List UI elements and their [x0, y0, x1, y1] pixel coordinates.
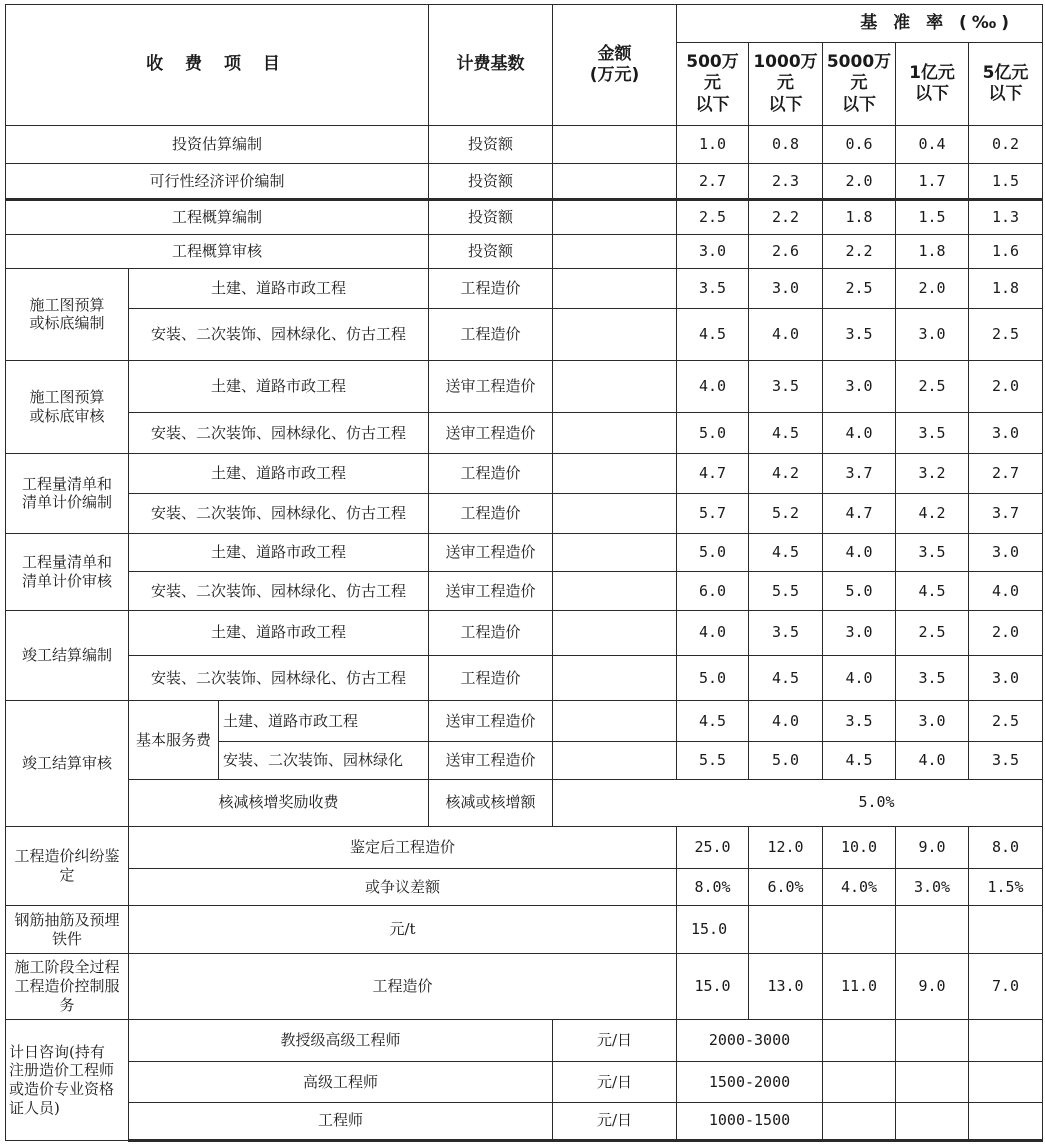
rate-cell: 0.6: [823, 125, 896, 163]
rate-cell-empty: [896, 906, 969, 953]
row-basis: 送审工程造价: [429, 572, 553, 610]
rate-cell: 3.0: [677, 235, 749, 268]
rate-cell: 2.6: [749, 235, 823, 268]
rate-cell: 5.0: [749, 742, 823, 779]
row-basis: 元/日: [553, 1062, 677, 1102]
range-cell: 1500-2000: [677, 1062, 823, 1102]
rate-cell: 3.0: [823, 610, 896, 655]
rate-cell: 2.7: [969, 453, 1043, 493]
rate-cell-empty: [896, 1062, 969, 1102]
rate-cell: 3.5: [823, 308, 896, 360]
rate-cell: 4.0: [969, 572, 1043, 610]
row-amount: [553, 163, 677, 199]
rate-cell: 15.0: [677, 906, 749, 953]
row-amount: [553, 655, 677, 700]
rate-cell: 6.0: [677, 572, 749, 610]
rate-cell-empty: [896, 1102, 969, 1140]
row-basis: 工程造价: [429, 610, 553, 655]
row-item: 安装、二次装饰、园林绿化、仿古工程: [129, 655, 429, 700]
rate-cell: 3.0: [749, 268, 823, 308]
header-row-1: [6, 5, 1043, 43]
row-item: 安装、二次装饰、园林绿化、仿古工程: [129, 413, 429, 453]
rate-cell-merged: 5.0%: [553, 779, 1043, 826]
row-item: 土建、道路市政工程: [219, 701, 429, 742]
group-label: 计日咨询(持有 注册造价工程师 或造价专业资格 证人员): [6, 1020, 129, 1141]
rate-cell: 3.5: [677, 268, 749, 308]
table-row: [6, 826, 1043, 868]
rate-cell: 3.7: [823, 453, 896, 493]
rate-cell: 4.7: [677, 453, 749, 493]
rate-cell: 5.0: [677, 413, 749, 453]
rate-cell: 4.0: [749, 308, 823, 360]
rate-cell: 4.5: [896, 572, 969, 610]
rate-cell: 6.0%: [749, 869, 823, 906]
row-basis: 工程造价: [429, 655, 553, 700]
rate-cell: 0.8: [749, 125, 823, 163]
row-item: 工程造价: [129, 953, 677, 1019]
table-row: [6, 268, 1043, 308]
rate-cell: 3.5: [896, 655, 969, 700]
row-basis: 核减或核增额: [429, 779, 553, 826]
rate-cell: 2.0: [823, 163, 896, 199]
rate-cell: 1.5: [896, 200, 969, 235]
sub-group-label: 基本服务费: [129, 701, 219, 779]
header-project: 收 费 项 目: [6, 5, 429, 126]
rate-cell: 3.0%: [896, 869, 969, 906]
row-amount: [553, 200, 677, 235]
rate-cell-empty: [969, 906, 1043, 953]
table-row: [6, 361, 1043, 413]
row-item: 安装、二次装饰、园林绿化、仿古工程: [129, 308, 429, 360]
rate-cell: 3.5: [969, 742, 1043, 779]
group-label: 施工图预算 或标底编制: [6, 268, 129, 361]
row-item: 工程师: [129, 1102, 553, 1140]
table-row: [6, 200, 1043, 235]
header-tier-5: 5亿元 以下: [969, 43, 1043, 126]
group-label: 竣工结算编制: [6, 610, 129, 701]
rate-cell: 7.0: [969, 953, 1043, 1019]
table-row: [6, 163, 1043, 199]
row-basis: 投资额: [429, 125, 553, 163]
row-item: 安装、二次装饰、园林绿化: [219, 742, 429, 779]
rate-cell-empty: [969, 1020, 1043, 1062]
row-item: 核减核增奖励收费: [129, 779, 429, 826]
rate-cell: 2.5: [969, 701, 1043, 742]
rate-cell: 3.0: [969, 655, 1043, 700]
rate-cell: 1.8: [969, 268, 1043, 308]
rate-cell: 4.0: [823, 655, 896, 700]
rate-cell: 5.7: [677, 493, 749, 533]
range-cell: 1000-1500: [677, 1102, 823, 1140]
row-basis: 工程造价: [429, 308, 553, 360]
rate-cell: 4.5: [749, 413, 823, 453]
table-row: [6, 779, 1043, 826]
row-item: 工程概算编制: [6, 200, 429, 235]
rate-cell: 5.5: [749, 572, 823, 610]
table-row: [6, 125, 1043, 163]
rate-cell: 0.4: [896, 125, 969, 163]
rate-cell: 3.2: [896, 453, 969, 493]
table-row: [6, 869, 1043, 906]
rate-cell: 12.0: [749, 826, 823, 868]
rate-cell: 4.5: [677, 701, 749, 742]
group-label: 工程量清单和 清单计价审核: [6, 534, 129, 610]
row-item: 安装、二次装饰、园林绿化、仿古工程: [129, 493, 429, 533]
rate-cell: 4.0: [823, 534, 896, 572]
rate-cell: 2.5: [823, 268, 896, 308]
rate-cell: 8.0: [969, 826, 1043, 868]
rate-cell: 2.5: [896, 610, 969, 655]
rate-cell: 4.2: [896, 493, 969, 533]
rate-cell: 2.0: [896, 268, 969, 308]
rate-cell: 4.7: [823, 493, 896, 533]
row-amount: [553, 493, 677, 533]
group-label: 施工图预算 或标底审核: [6, 361, 129, 454]
row-amount: [553, 742, 677, 779]
rate-cell: 25.0: [677, 826, 749, 868]
rate-cell: 5.5: [677, 742, 749, 779]
rate-cell: 3.7: [969, 493, 1043, 533]
row-item: 鉴定后工程造价: [129, 826, 677, 868]
row-basis: 送审工程造价: [429, 742, 553, 779]
fee-standard-table: [5, 4, 1043, 1142]
group-label: 钢筋抽筋及预埋 铁件: [6, 906, 129, 953]
header-tier-3: 5000万 元 以下: [823, 43, 896, 126]
row-item: 高级工程师: [129, 1062, 553, 1102]
rate-cell: 4.0%: [823, 869, 896, 906]
rate-cell: 2.5: [896, 361, 969, 413]
header-rate-title: 基 准 率 (‰): [677, 5, 1043, 43]
row-basis: 元/日: [553, 1102, 677, 1140]
row-amount: [553, 610, 677, 655]
rate-cell: 3.0: [969, 413, 1043, 453]
rate-cell: 1.6: [969, 235, 1043, 268]
rate-cell: 1.5: [969, 163, 1043, 199]
rate-cell-empty: [823, 1062, 896, 1102]
rate-cell: 3.5: [896, 413, 969, 453]
row-amount: [553, 453, 677, 493]
header-tier-1: 500万 元 以下: [677, 43, 749, 126]
group-label: 施工阶段全过程 工程造价控制服 务: [6, 953, 129, 1019]
row-amount: [553, 125, 677, 163]
table-row: [6, 1062, 1043, 1102]
rate-cell: 8.0%: [677, 869, 749, 906]
row-amount: [553, 361, 677, 413]
rate-cell: 4.5: [749, 534, 823, 572]
row-basis: 元/日: [553, 1020, 677, 1062]
range-cell: 2000-3000: [677, 1020, 823, 1062]
rate-cell: 2.2: [823, 235, 896, 268]
rate-cell-empty: [896, 1020, 969, 1062]
rate-cell-empty: [969, 1102, 1043, 1140]
rate-cell: 1.3: [969, 200, 1043, 235]
rate-cell: 3.0: [969, 534, 1043, 572]
table-row: [6, 308, 1043, 360]
rate-cell: 2.7: [677, 163, 749, 199]
row-basis: 送审工程造价: [429, 361, 553, 413]
rate-cell: 10.0: [823, 826, 896, 868]
rate-cell: 3.0: [823, 361, 896, 413]
table-row: [6, 655, 1043, 700]
rate-cell: 9.0: [896, 826, 969, 868]
rate-cell: 4.0: [677, 610, 749, 655]
header-basis: 计费基数: [429, 5, 553, 126]
table-row: [6, 493, 1043, 533]
rate-cell: 5.0: [677, 534, 749, 572]
group-label: 工程量清单和 清单计价编制: [6, 453, 129, 533]
rate-cell-empty: [749, 906, 823, 953]
rate-cell: 2.5: [677, 200, 749, 235]
row-item: 工程概算审核: [6, 235, 429, 268]
header-tier-4: 1亿元 以下: [896, 43, 969, 126]
row-item: 投资估算编制: [6, 125, 429, 163]
row-basis: 工程造价: [429, 453, 553, 493]
row-basis: 投资额: [429, 163, 553, 199]
table-row: [6, 453, 1043, 493]
rate-cell: 3.0: [896, 701, 969, 742]
table-row: [6, 1020, 1043, 1062]
rate-cell: 1.7: [896, 163, 969, 199]
row-basis: 投资额: [429, 235, 553, 268]
table-row: [6, 413, 1043, 453]
row-amount: [553, 413, 677, 453]
row-basis: 送审工程造价: [429, 534, 553, 572]
row-item: 教授级高级工程师: [129, 1020, 553, 1062]
rate-cell: 1.8: [823, 200, 896, 235]
group-label: 工程造价纠纷鉴 定: [6, 826, 129, 905]
rate-cell: 3.0: [896, 308, 969, 360]
row-basis: 送审工程造价: [429, 701, 553, 742]
rate-cell: 5.0: [823, 572, 896, 610]
row-basis: 送审工程造价: [429, 413, 553, 453]
rate-cell: 3.5: [749, 361, 823, 413]
rate-cell: 3.5: [896, 534, 969, 572]
row-item: 可行性经济评价编制: [6, 163, 429, 199]
row-amount: [553, 268, 677, 308]
rate-cell: 0.2: [969, 125, 1043, 163]
rate-cell: 2.5: [969, 308, 1043, 360]
header-tier-2: 1000万 元 以下: [749, 43, 823, 126]
rate-cell: 15.0: [677, 953, 749, 1019]
row-item: 土建、道路市政工程: [129, 610, 429, 655]
table-row: [6, 1102, 1043, 1140]
group-label: 竣工结算审核: [6, 701, 129, 827]
table-row: [6, 906, 1043, 953]
rate-cell: 4.0: [896, 742, 969, 779]
row-amount: [553, 235, 677, 268]
rate-cell: 4.2: [749, 453, 823, 493]
header-amount: 金额 (万元): [553, 5, 677, 126]
table-row: [6, 235, 1043, 268]
rate-cell: 9.0: [896, 953, 969, 1019]
row-item: 土建、道路市政工程: [129, 361, 429, 413]
rate-cell: 2.0: [969, 361, 1043, 413]
row-basis: 工程造价: [429, 268, 553, 308]
table-row: [6, 701, 1043, 742]
table-row: [6, 572, 1043, 610]
rate-cell: 4.5: [823, 742, 896, 779]
row-amount: [553, 308, 677, 360]
row-item: 土建、道路市政工程: [129, 268, 429, 308]
rate-cell: 1.0: [677, 125, 749, 163]
rate-cell-empty: [823, 1020, 896, 1062]
rate-cell: 4.0: [749, 701, 823, 742]
rate-cell: 4.5: [677, 308, 749, 360]
rate-cell: 5.2: [749, 493, 823, 533]
row-basis: 工程造价: [429, 493, 553, 533]
row-amount: [553, 701, 677, 742]
rate-cell: 3.5: [749, 610, 823, 655]
row-item: 元/t: [129, 906, 677, 953]
rate-cell: 2.2: [749, 200, 823, 235]
row-amount: [553, 572, 677, 610]
rate-cell: 2.3: [749, 163, 823, 199]
rate-cell: 13.0: [749, 953, 823, 1019]
rate-cell: 4.0: [677, 361, 749, 413]
row-item: 安装、二次装饰、园林绿化、仿古工程: [129, 572, 429, 610]
row-basis: 投资额: [429, 200, 553, 235]
rate-cell: 2.0: [969, 610, 1043, 655]
rate-cell: 5.0: [677, 655, 749, 700]
rate-cell-empty: [823, 1102, 896, 1140]
rate-cell: 1.8: [896, 235, 969, 268]
row-item: 或争议差额: [129, 869, 677, 906]
table-row: [6, 610, 1043, 655]
rate-cell: 11.0: [823, 953, 896, 1019]
rate-cell: 3.5: [823, 701, 896, 742]
table-row: [6, 953, 1043, 1019]
rate-cell: 4.5: [749, 655, 823, 700]
rate-cell-empty: [823, 906, 896, 953]
rate-cell: 1.5%: [969, 869, 1043, 906]
rate-cell-empty: [969, 1062, 1043, 1102]
row-item: 土建、道路市政工程: [129, 534, 429, 572]
rate-cell: 4.0: [823, 413, 896, 453]
row-item: 土建、道路市政工程: [129, 453, 429, 493]
table-row: [6, 534, 1043, 572]
row-amount: [553, 534, 677, 572]
